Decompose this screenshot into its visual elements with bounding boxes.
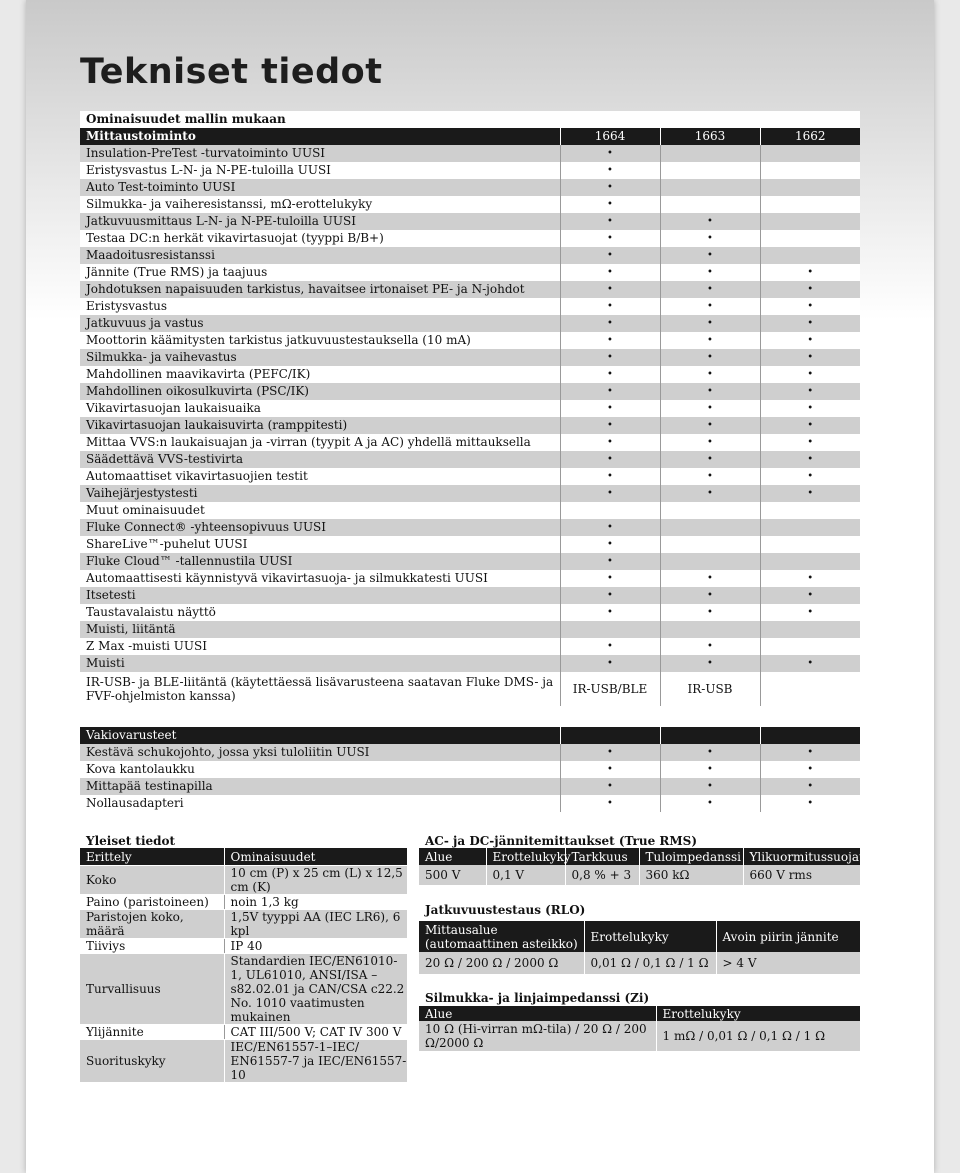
accessory-included-model-1662: •: [760, 761, 860, 778]
feature-support-model-1663: •: [660, 587, 760, 604]
feature-support-model-1663: [660, 502, 760, 519]
feature-support-model-1663: •: [660, 570, 760, 587]
feature-label: Johdotuksen napaisuuden tarkistus, havaitsee irtonaiset PE- ja N-johdot: [80, 281, 560, 298]
feature-support-model-1662: [760, 179, 860, 196]
loop-range: 10 Ω (Hi-virran mΩ-tila) / 20 Ω / 200 Ω/2000 Ω: [419, 1021, 656, 1051]
feature-support-model-1663: •: [660, 434, 760, 451]
accessory-label: Kova kantolaukku: [80, 761, 560, 778]
loop-table: [419, 1006, 860, 1051]
general-value: CAT III/500 V; CAT IV 300 V: [224, 1025, 407, 1040]
accessories-header-row: [80, 727, 860, 744]
feature-support-model-1663: [660, 145, 760, 162]
feature-support-model-1663: •: [660, 655, 760, 672]
general-row: [80, 1040, 407, 1083]
feature-support-model-1663: •: [660, 349, 760, 366]
feature-support-model-1662: •: [760, 451, 860, 468]
general-value: Standardien IEC/EN61010-1, UL61010, ANSI/ISA –s82.02.01 ja CAN/CSA c22.2 No. 1010 vaatimusten mukainen: [224, 954, 407, 1025]
features-heading-row: [80, 111, 860, 128]
feature-row: [80, 672, 860, 706]
feature-support-model-1663: •: [660, 468, 760, 485]
feature-row: [80, 621, 860, 638]
feature-support-model-1663: •: [660, 485, 760, 502]
feature-row: [80, 366, 860, 383]
feature-support-model-1663: [660, 621, 760, 638]
acdc-header-impedance: Tuloimpedanssi: [639, 848, 743, 865]
acdc-title: AC- ja DC-jännitemittaukset (True RMS): [425, 834, 698, 848]
accessory-included-model-1664: •: [560, 761, 660, 778]
general-row: [80, 910, 407, 939]
feature-label: Muisti: [80, 655, 560, 672]
acdc-header-accuracy: Tarkkuus: [565, 848, 639, 865]
model-1664-header: 1664: [560, 128, 660, 145]
feature-row: [80, 536, 860, 553]
measure-header-label: Mittaustoiminto: [80, 128, 560, 145]
feature-support-model-1663: [660, 519, 760, 536]
feature-support-model-1663: [660, 553, 760, 570]
rlo-header-open-voltage: Avoin piirin jännite: [716, 921, 860, 952]
feature-label: Vikavirtasuojan laukaisuvirta (ramppitesti): [80, 417, 560, 434]
feature-label: Automaattisesti käynnistyvä vikavirtasuoja- ja silmukkatesti UUSI: [80, 570, 560, 587]
feature-support-model-1663: •: [660, 281, 760, 298]
general-value: 10 cm (P) x 25 cm (L) x 12,5 cm (K): [224, 866, 407, 895]
feature-support-model-1664: IR-USB/BLE: [560, 672, 660, 706]
feature-support-model-1662: •: [760, 485, 860, 502]
accessory-row: [80, 761, 860, 778]
model-1662-header: 1662: [760, 128, 860, 145]
accessory-included-model-1663: •: [660, 761, 760, 778]
feature-row: [80, 502, 860, 519]
feature-row: [80, 434, 860, 451]
acdc-header-range: Alue: [419, 848, 486, 865]
feature-label: Silmukka- ja vaihevastus: [80, 349, 560, 366]
feature-support-model-1663: •: [660, 383, 760, 400]
feature-support-model-1663: •: [660, 400, 760, 417]
accessory-row: [80, 778, 860, 795]
feature-support-model-1663: [660, 162, 760, 179]
feature-support-model-1662: [760, 145, 860, 162]
general-spec: Koko: [80, 866, 224, 895]
feature-row: [80, 417, 860, 434]
feature-support-model-1663: •: [660, 315, 760, 332]
accessory-included-model-1662: •: [760, 778, 860, 795]
general-row: [80, 895, 407, 910]
feature-label: Taustavalaistu näyttö: [80, 604, 560, 621]
feature-support-model-1664: •: [560, 145, 660, 162]
feature-row: [80, 213, 860, 230]
rlo-row: [419, 952, 860, 974]
feature-support-model-1662: [760, 536, 860, 553]
feature-support-model-1662: •: [760, 570, 860, 587]
feature-label: Eristysvastus L-N- ja N-PE-tuloilla UUSI: [80, 162, 560, 179]
model-1663-header: 1663: [660, 128, 760, 145]
general-spec: Paristojen koko, määrä: [80, 910, 224, 939]
feature-row: [80, 298, 860, 315]
measure-header-row: [80, 128, 860, 145]
feature-row: [80, 315, 860, 332]
general-title: Yleiset tiedot: [86, 834, 176, 848]
feature-row: [80, 179, 860, 196]
feature-support-model-1662: •: [760, 366, 860, 383]
acdc-impedance: 360 kΩ: [639, 865, 743, 885]
page-title: Tekniset tiedot: [80, 52, 383, 92]
feature-label: Säädettävä VVS-testivirta: [80, 451, 560, 468]
feature-support-model-1664: •: [560, 366, 660, 383]
feature-support-model-1664: [560, 621, 660, 638]
feature-support-model-1664: •: [560, 655, 660, 672]
feature-support-model-1663: [660, 196, 760, 213]
accessory-included-model-1663: •: [660, 795, 760, 812]
accessory-label: Kestävä schukojohto, jossa yksi tuloliitin UUSI: [80, 744, 560, 761]
feature-support-model-1662: •: [760, 332, 860, 349]
feature-support-model-1663: [660, 179, 760, 196]
feature-support-model-1664: •: [560, 298, 660, 315]
acdc-resolution: 0,1 V: [486, 865, 565, 885]
rlo-title: Jatkuvuustestaus (RLO): [425, 903, 586, 917]
feature-support-model-1664: •: [560, 417, 660, 434]
feature-support-model-1663: •: [660, 264, 760, 281]
feature-label: Muut ominaisuudet: [80, 502, 560, 519]
feature-support-model-1664: •: [560, 179, 660, 196]
feature-support-model-1663: •: [660, 451, 760, 468]
feature-support-model-1664: •: [560, 519, 660, 536]
general-spec: Suorituskyky: [80, 1040, 224, 1083]
feature-support-model-1663: •: [660, 332, 760, 349]
feature-label: Automaattiset vikavirtasuojien testit: [80, 468, 560, 485]
feature-support-model-1663: •: [660, 298, 760, 315]
accessory-included-model-1663: •: [660, 744, 760, 761]
feature-support-model-1664: •: [560, 264, 660, 281]
feature-row: [80, 383, 860, 400]
feature-support-model-1664: •: [560, 451, 660, 468]
general-row: [80, 939, 407, 954]
feature-label: Fluke Cloud™ -tallennustila UUSI: [80, 553, 560, 570]
feature-support-model-1664: [560, 502, 660, 519]
feature-support-model-1664: •: [560, 553, 660, 570]
feature-support-model-1664: •: [560, 587, 660, 604]
general-spec: Turvallisuus: [80, 954, 224, 1025]
feature-support-model-1662: [760, 621, 860, 638]
feature-support-model-1662: [760, 196, 860, 213]
feature-label: Z Max -muisti UUSI: [80, 638, 560, 655]
feature-row: [80, 604, 860, 621]
rlo-header-resolution: Erottelukyky: [584, 921, 716, 952]
feature-support-model-1662: •: [760, 655, 860, 672]
feature-label: IR-USB- ja BLE-liitäntä (käytettäessä lisävarusteena saatavan Fluke DMS- ja FVF-ohjelmiston kanssa): [80, 672, 560, 706]
rlo-header-range: Mittausalue (automaattinen asteikko): [419, 921, 584, 952]
accessory-included-model-1662: •: [760, 744, 860, 761]
feature-support-model-1663: •: [660, 417, 760, 434]
general-value: IEC/EN61557-1–IEC/ EN61557-7 ja IEC/EN61557-10: [224, 1040, 407, 1083]
feature-support-model-1662: [760, 230, 860, 247]
feature-support-model-1663: •: [660, 230, 760, 247]
feature-support-model-1664: •: [560, 315, 660, 332]
feature-support-model-1663: •: [660, 247, 760, 264]
feature-support-model-1664: •: [560, 400, 660, 417]
loop-resolution: 1 mΩ / 0,01 Ω / 0,1 Ω / 1 Ω: [656, 1021, 860, 1051]
acdc-range: 500 V: [419, 865, 486, 885]
feature-row: [80, 638, 860, 655]
feature-label: Maadoitusresistanssi: [80, 247, 560, 264]
accessory-row: [80, 744, 860, 761]
general-value: IP 40: [224, 939, 407, 954]
rlo-table: [419, 921, 860, 974]
feature-label: Testaa DC:n herkät vikavirtasuojat (tyyppi B/B+): [80, 230, 560, 247]
general-table: [80, 848, 407, 1083]
loop-title: Silmukka- ja linjaimpedanssi (Zi): [425, 991, 650, 1005]
feature-row: [80, 145, 860, 162]
feature-support-model-1662: •: [760, 468, 860, 485]
feature-support-model-1662: •: [760, 315, 860, 332]
feature-row: [80, 264, 860, 281]
accessories-table: [80, 727, 860, 812]
feature-label: Eristysvastus: [80, 298, 560, 315]
feature-label: Jatkuvuusmittaus L-N- ja N-PE-tuloilla UUSI: [80, 213, 560, 230]
feature-row: [80, 247, 860, 264]
feature-support-model-1664: •: [560, 638, 660, 655]
feature-support-model-1662: •: [760, 587, 860, 604]
feature-support-model-1662: •: [760, 604, 860, 621]
acdc-header-row: [419, 848, 860, 865]
general-spec: Tiiviys: [80, 939, 224, 954]
feature-support-model-1663: •: [660, 366, 760, 383]
general-value: 1,5V tyyppi AA (IEC LR6), 6 kpl: [224, 910, 407, 939]
feature-label: Silmukka- ja vaiheresistanssi, mΩ-erottelukyky: [80, 196, 560, 213]
feature-support-model-1662: •: [760, 434, 860, 451]
feature-label: Mahdollinen oikosulkuvirta (PSC/IK): [80, 383, 560, 400]
feature-row: [80, 587, 860, 604]
feature-row: [80, 570, 860, 587]
feature-support-model-1664: •: [560, 485, 660, 502]
acdc-table: [419, 848, 873, 885]
feature-row: [80, 468, 860, 485]
feature-label: Muisti, liitäntä: [80, 621, 560, 638]
feature-support-model-1663: IR-USB: [660, 672, 760, 706]
feature-row: [80, 400, 860, 417]
general-spec: Paino (paristoineen): [80, 895, 224, 910]
feature-row: [80, 553, 860, 570]
rlo-open-voltage: > 4 V: [716, 952, 860, 974]
feature-label: Jännite (True RMS) ja taajuus: [80, 264, 560, 281]
feature-support-model-1662: [760, 672, 860, 706]
loop-header-range: Alue: [419, 1006, 656, 1021]
general-header-row: [80, 848, 407, 866]
accessory-included-model-1663: •: [660, 778, 760, 795]
general-spec: Ylijännite: [80, 1025, 224, 1040]
feature-support-model-1664: •: [560, 604, 660, 621]
rlo-range: 20 Ω / 200 Ω / 2000 Ω: [419, 952, 584, 974]
features-heading: Ominaisuudet mallin mukaan: [80, 111, 560, 128]
feature-row: [80, 162, 860, 179]
feature-support-model-1664: •: [560, 281, 660, 298]
feature-support-model-1663: •: [660, 213, 760, 230]
accessory-included-model-1664: •: [560, 744, 660, 761]
feature-support-model-1662: •: [760, 400, 860, 417]
loop-header-resolution: Erottelukyky: [656, 1006, 860, 1021]
general-row: [80, 954, 407, 1025]
feature-support-model-1664: •: [560, 213, 660, 230]
general-row: [80, 866, 407, 895]
feature-support-model-1664: •: [560, 332, 660, 349]
feature-support-model-1662: [760, 213, 860, 230]
feature-support-model-1663: •: [660, 604, 760, 621]
accessory-included-model-1662: •: [760, 795, 860, 812]
feature-row: [80, 451, 860, 468]
feature-support-model-1664: •: [560, 230, 660, 247]
feature-label: Jatkuvuus ja vastus: [80, 315, 560, 332]
feature-label: Vikavirtasuojan laukaisuaika: [80, 400, 560, 417]
feature-row: [80, 655, 860, 672]
feature-support-model-1664: •: [560, 196, 660, 213]
feature-row: [80, 519, 860, 536]
feature-support-model-1662: •: [760, 417, 860, 434]
feature-support-model-1662: [760, 638, 860, 655]
feature-support-model-1662: [760, 162, 860, 179]
feature-support-model-1662: •: [760, 298, 860, 315]
feature-label: Mittaa VVS:n laukaisuajan ja -virran (tyypit A ja AC) yhdellä mittauksella: [80, 434, 560, 451]
feature-row: [80, 196, 860, 213]
acdc-row: [419, 865, 860, 885]
acdc-overload: 660 V rms: [743, 865, 860, 885]
feature-support-model-1664: •: [560, 434, 660, 451]
accessories-header: Vakiovarusteet: [80, 727, 560, 744]
accessory-label: Nollausadapteri: [80, 795, 560, 812]
feature-support-model-1664: •: [560, 349, 660, 366]
general-value: noin 1,3 kg: [224, 895, 407, 910]
feature-support-model-1662: [760, 247, 860, 264]
feature-support-model-1662: •: [760, 349, 860, 366]
feature-support-model-1664: •: [560, 383, 660, 400]
feature-support-model-1663: •: [660, 638, 760, 655]
feature-row: [80, 349, 860, 366]
feature-label: Insulation-PreTest -turvatoiminto UUSI: [80, 145, 560, 162]
feature-support-model-1664: •: [560, 570, 660, 587]
feature-support-model-1662: [760, 519, 860, 536]
feature-support-model-1664: •: [560, 468, 660, 485]
feature-label: ShareLive™-puhelut UUSI: [80, 536, 560, 553]
acdc-header-resolution: Erottelukyky: [486, 848, 565, 865]
feature-row: [80, 230, 860, 247]
acdc-header-overload: Ylikuormitussuojaus: [743, 848, 860, 865]
feature-support-model-1662: •: [760, 383, 860, 400]
feature-label: Vaihejärjestystesti: [80, 485, 560, 502]
rlo-resolution: 0,01 Ω / 0,1 Ω / 1 Ω: [584, 952, 716, 974]
general-header-props: Ominaisuudet: [224, 848, 407, 866]
general-header-spec: Erittely: [80, 848, 224, 866]
feature-label: Auto Test-toiminto UUSI: [80, 179, 560, 196]
accessory-included-model-1664: •: [560, 795, 660, 812]
feature-row: [80, 485, 860, 502]
feature-support-model-1662: [760, 502, 860, 519]
feature-support-model-1662: [760, 553, 860, 570]
feature-label: Fluke Connect® -yhteensopivuus UUSI: [80, 519, 560, 536]
feature-support-model-1663: [660, 536, 760, 553]
feature-support-model-1662: •: [760, 264, 860, 281]
rlo-header-row: [419, 921, 860, 952]
accessory-label: Mittapää testinapilla: [80, 778, 560, 795]
feature-support-model-1662: •: [760, 281, 860, 298]
loop-row: [419, 1021, 860, 1051]
features-table: [80, 111, 860, 706]
loop-header-row: [419, 1006, 860, 1021]
feature-support-model-1664: •: [560, 162, 660, 179]
feature-support-model-1664: •: [560, 247, 660, 264]
feature-label: Moottorin käämitysten tarkistus jatkuvuustestauksella (10 mA): [80, 332, 560, 349]
feature-row: [80, 281, 860, 298]
general-row: [80, 1025, 407, 1040]
accessory-row: [80, 795, 860, 812]
feature-row: [80, 332, 860, 349]
acdc-accuracy: 0,8 % + 3: [565, 865, 639, 885]
feature-support-model-1664: •: [560, 536, 660, 553]
feature-label: Itsetesti: [80, 587, 560, 604]
accessory-included-model-1664: •: [560, 778, 660, 795]
feature-label: Mahdollinen maavikavirta (PEFC/IK): [80, 366, 560, 383]
